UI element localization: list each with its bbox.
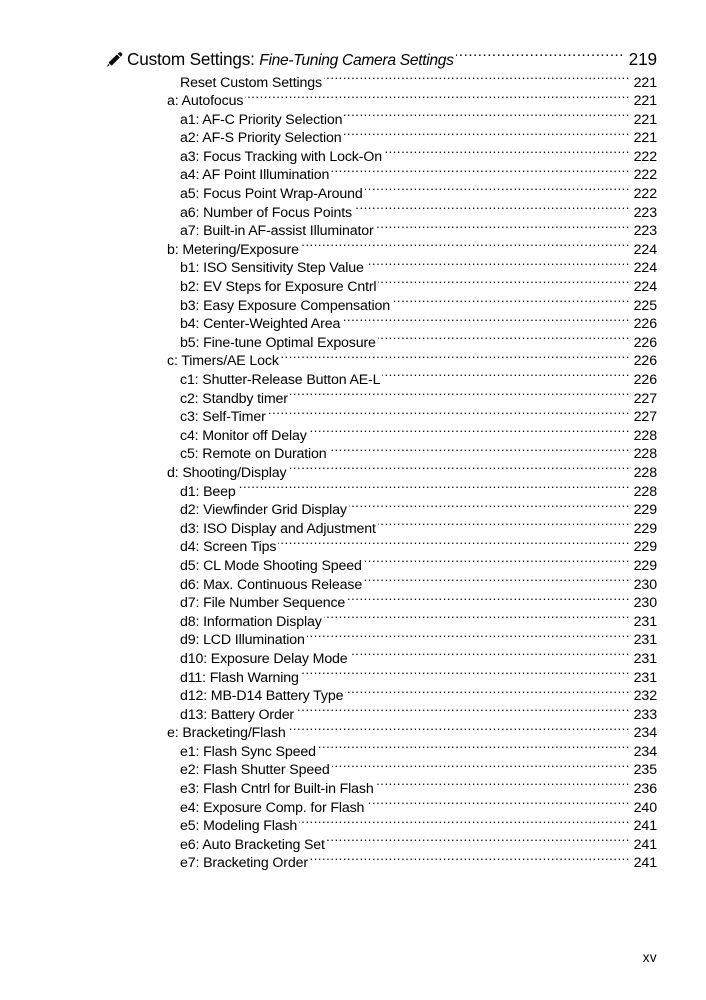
toc-entry-label: e5: Modeling Flash (180, 818, 298, 835)
toc-entry-label: a7: Built-in AF-assist Illuminator (180, 223, 374, 240)
toc-entries (106, 73, 657, 873)
dot-leader (318, 742, 630, 756)
dot-leader (288, 463, 630, 477)
toc-entry-page: 228 (633, 427, 657, 444)
folio-page-number: xv (642, 950, 657, 965)
toc-entry-row[interactable] (180, 742, 657, 761)
dot-leader (342, 314, 630, 328)
toc-entry-page: 234 (633, 725, 657, 742)
toc-entry-row[interactable] (180, 519, 657, 538)
toc-entry-label: e: Bracketing/Flash (167, 725, 286, 742)
toc-entry-row[interactable] (180, 110, 657, 129)
toc-entry-label: d1: Beep (180, 483, 236, 500)
dot-leader (354, 203, 630, 217)
dot-leader (344, 128, 630, 142)
toc-chapter-label (106, 48, 454, 70)
toc-entry-label: d10: Exposure Delay Mode (180, 650, 348, 667)
dot-leader (345, 686, 630, 700)
toc-list (106, 48, 657, 872)
toc-chapter-title-italic: Fine-Tuning Camera Settings (259, 52, 454, 69)
dot-leader (456, 48, 624, 65)
toc-entry-row[interactable] (180, 556, 657, 575)
dot-leader (376, 221, 630, 235)
toc-entry-page: 226 (633, 372, 657, 388)
dot-leader (238, 482, 630, 496)
toc-entry-page: 234 (633, 743, 657, 760)
toc-entry-label: d4: Screen Tips (180, 539, 277, 556)
toc-entry-label: b4: Center-Weighted Area (180, 316, 341, 333)
toc-entry-row[interactable] (180, 537, 657, 556)
toc-entry-row[interactable] (180, 277, 657, 296)
toc-entry-row[interactable] (180, 147, 657, 166)
toc-entry-label: d12: MB-D14 Battery Type (180, 688, 344, 705)
dot-leader (376, 779, 630, 793)
dot-leader (324, 73, 630, 87)
dot-leader (344, 110, 630, 124)
toc-entry-label: e7: Bracketing Order (180, 855, 308, 872)
toc-entry-label: Reset Custom Settings (180, 74, 322, 91)
toc-entry-label: a: Autofocus (167, 93, 244, 110)
toc-entry-row[interactable] (180, 184, 657, 203)
toc-entry-row[interactable] (180, 835, 657, 854)
toc-entry-page: 228 (633, 464, 657, 481)
dot-leader (366, 798, 630, 812)
toc-entry-label: b: Metering/Exposure (167, 241, 299, 258)
toc-entry-page: 225 (633, 297, 657, 314)
toc-entry-row[interactable] (180, 444, 657, 463)
toc-entry-label: b5: Fine-tune Optimal Exposure (180, 334, 376, 351)
dot-leader (296, 705, 630, 719)
toc-entry-row[interactable] (180, 165, 657, 184)
toc-entry-row[interactable] (180, 575, 657, 594)
toc-entry-row[interactable] (180, 203, 657, 222)
toc-entry-page: 233 (633, 706, 657, 723)
toc-entry-page: 232 (633, 688, 657, 705)
dot-leader (378, 277, 630, 291)
toc-entry-page: 228 (633, 446, 657, 463)
toc-entry-label: a2: AF-S Priority Selection (180, 130, 342, 147)
toc-entry-row[interactable] (180, 630, 657, 649)
toc-entry-page: 231 (633, 669, 657, 686)
toc-entry-row[interactable] (180, 407, 657, 426)
toc-entry-label: a4: AF Point Illumination (180, 167, 330, 184)
toc-entry-page: 223 (633, 204, 657, 221)
toc-entry-row[interactable] (180, 853, 657, 872)
toc-entry-page: 236 (633, 781, 657, 798)
toc-entry-page: 228 (633, 483, 657, 500)
dot-leader (331, 165, 630, 179)
dot-leader (350, 649, 630, 663)
toc-entry-page: 221 (633, 111, 657, 128)
dot-leader (324, 612, 630, 626)
toc-entry-row[interactable] (180, 779, 657, 798)
toc-entry-page: 231 (633, 632, 657, 649)
toc-entry-row[interactable] (180, 221, 657, 240)
toc-entry-row[interactable] (167, 723, 657, 742)
toc-entry-label: d: Shooting/Display (167, 464, 287, 481)
dot-leader (332, 760, 630, 774)
toc-entry-label: d7: File Number Sequence (180, 595, 346, 612)
toc-entry-label: d13: Battery Order (180, 706, 295, 723)
toc-entry-page: 241 (633, 855, 657, 872)
dot-leader (365, 184, 630, 198)
toc-entry-label: c: Timers/AE Lock (167, 353, 279, 370)
toc-entry-page: 230 (633, 576, 657, 593)
dot-leader (327, 835, 630, 849)
toc-entry-row[interactable] (180, 705, 657, 724)
toc-entry-label: a3: Focus Tracking with Lock-On (180, 148, 382, 165)
toc-entry-page: 227 (633, 409, 657, 426)
toc-entry-page: 221 (633, 93, 657, 110)
toc-chapter-row[interactable] (106, 48, 657, 70)
toc-entry-row[interactable] (180, 258, 657, 277)
toc-entry-label: e3: Flash Cntrl for Built-in Flash (180, 781, 374, 798)
dot-leader (392, 296, 630, 310)
toc-entry-label: c4: Monitor off Delay (180, 427, 307, 444)
toc-entry-page: 224 (633, 241, 657, 258)
dot-leader (290, 389, 630, 403)
toc-entry-label: a6: Number of Focus Points (180, 204, 352, 221)
toc-entry-page: 227 (633, 390, 657, 407)
toc-entry-page: 226 (633, 334, 657, 351)
toc-entry-row[interactable] (180, 370, 657, 389)
toc-entry-label: b3: Easy Exposure Compensation (180, 297, 391, 314)
toc-chapter-title-regular: Custom Settings: (127, 49, 255, 69)
dot-leader (378, 333, 630, 347)
toc-entry-label: e2: Flash Shutter Speed (180, 762, 330, 779)
toc-entry-page: 231 (633, 613, 657, 630)
toc-entry-page: 226 (633, 353, 657, 370)
toc-entry-label: c3: Self-Timer (180, 409, 266, 426)
toc-entry-page: 224 (633, 279, 657, 296)
toc-entry-row[interactable] (167, 91, 657, 110)
toc-entry-row[interactable] (180, 593, 657, 612)
toc-entry-page: 240 (633, 799, 657, 816)
toc-entry-page: 221 (633, 130, 657, 147)
dot-leader (278, 537, 630, 551)
toc-entry-page: 229 (633, 539, 657, 556)
toc-entry-row[interactable] (180, 482, 657, 501)
dot-leader (310, 853, 630, 867)
dot-leader (349, 500, 630, 514)
dot-leader (366, 258, 630, 272)
toc-entry-row[interactable] (180, 500, 657, 519)
toc-entry-row[interactable] (180, 612, 657, 631)
toc-entry-row[interactable] (180, 798, 657, 817)
toc-entry-row[interactable] (180, 649, 657, 668)
toc-entry-row[interactable] (180, 333, 657, 352)
dot-leader (382, 370, 630, 384)
toc-entry-row[interactable] (167, 463, 657, 482)
toc-entry-label: c1: Shutter-Release Button AE-L (180, 372, 381, 388)
toc-entry-label: a5: Focus Point Wrap-Around (180, 186, 363, 203)
dot-leader (307, 630, 630, 644)
toc-entry-page: 226 (633, 316, 657, 333)
dot-leader (299, 816, 630, 830)
dot-leader (347, 593, 630, 607)
toc-entry-label: c2: Standby timer (180, 390, 288, 407)
toc-entry-label: d8: Information Display (180, 613, 322, 630)
dot-leader (364, 575, 630, 589)
toc-entry-label: c5: Remote on Duration (180, 446, 327, 463)
toc-entry-row[interactable] (180, 389, 657, 408)
toc-entry-label: e4: Exposure Comp. for Flash (180, 799, 365, 816)
toc-entry-label: b2: EV Steps for Exposure Cntrl (180, 279, 377, 296)
toc-entry-label: b1: ISO Sensitivity Step Value (180, 260, 364, 277)
toc-entry-page: 231 (633, 650, 657, 667)
toc-entry-page: 222 (633, 186, 657, 203)
toc-entry-label: d11: Flash Warning (180, 669, 299, 686)
toc-entry-row[interactable] (167, 351, 657, 370)
toc-entry-page: 229 (633, 520, 657, 537)
toc-entry-page: 241 (633, 818, 657, 835)
pencil-icon (106, 52, 123, 67)
toc-entry-page: 223 (633, 223, 657, 240)
dot-leader (288, 723, 630, 737)
toc-entry-page: 222 (633, 167, 657, 184)
dot-leader (364, 556, 630, 570)
dot-leader (329, 444, 630, 458)
toc-entry-page: 229 (633, 502, 657, 519)
toc-entry-row[interactable] (180, 73, 657, 92)
toc-entry-row[interactable] (180, 296, 657, 315)
toc-entry-label: a1: AF-C Priority Selection (180, 111, 343, 128)
toc-entry-label: d6: Max. Continuous Release (180, 576, 363, 593)
dot-leader (245, 91, 630, 105)
toc-entry-label: d3: ISO Display and Adjustment (180, 520, 376, 537)
toc-entry-page: 221 (633, 74, 657, 91)
toc-entry-row[interactable] (180, 760, 657, 779)
dot-leader (378, 519, 630, 533)
toc-entry-row[interactable] (167, 240, 657, 259)
toc-entry-row[interactable] (180, 314, 657, 333)
dot-leader (301, 668, 630, 682)
toc-entry-label: e1: Flash Sync Speed (180, 743, 316, 760)
toc-chapter-page: 219 (628, 49, 657, 69)
toc-entry-label: d9: LCD Illumination (180, 632, 305, 649)
toc-entry-row[interactable] (180, 128, 657, 147)
dot-leader (281, 351, 630, 365)
dot-leader (384, 147, 630, 161)
toc-entry-page: 224 (633, 260, 657, 277)
toc-entry-label: d5: CL Mode Shooting Speed (180, 557, 362, 574)
toc-entry-page: 229 (633, 557, 657, 574)
toc-entry-page: 230 (633, 595, 657, 612)
toc-entry-page: 241 (633, 836, 657, 853)
dot-leader (268, 407, 630, 421)
toc-entry-page: 222 (633, 148, 657, 165)
toc-entry-label: d2: Viewfinder Grid Display (180, 502, 347, 519)
toc-entry-label: e6: Auto Bracketing Set (180, 836, 325, 853)
toc-entry-row[interactable] (180, 668, 657, 687)
toc-entry-row[interactable] (180, 426, 657, 445)
dot-leader (301, 240, 630, 254)
toc-entry-row[interactable] (180, 816, 657, 835)
dot-leader (309, 426, 630, 440)
toc-entry-page: 235 (633, 762, 657, 779)
toc-entry-row[interactable] (180, 686, 657, 705)
